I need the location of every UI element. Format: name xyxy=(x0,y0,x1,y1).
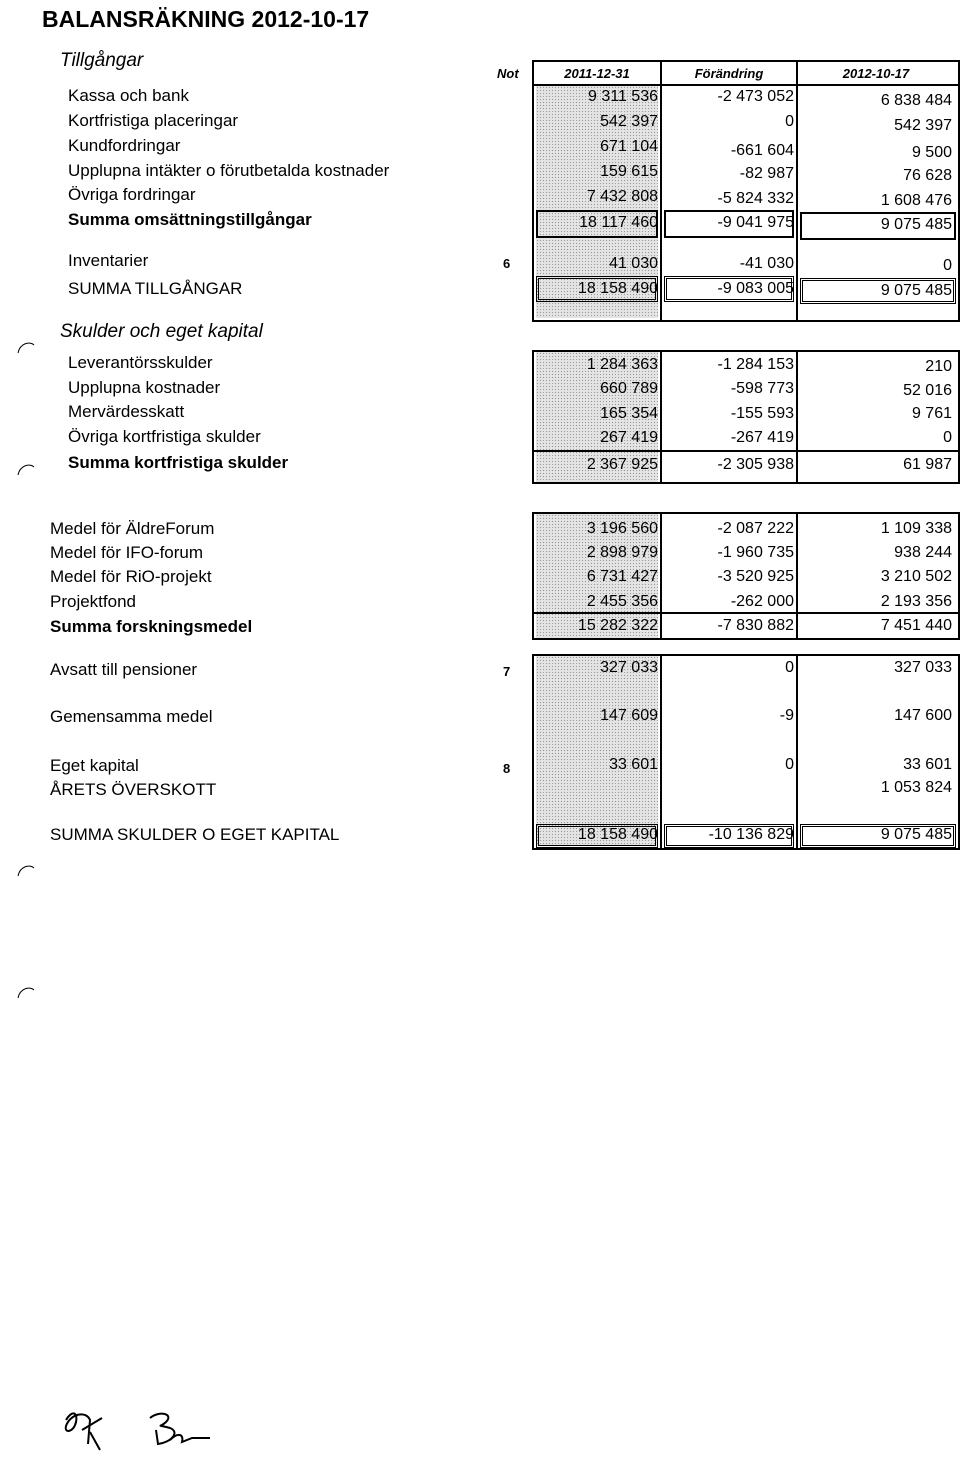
common-funds-curr: 147 600 xyxy=(894,707,952,724)
pensions-curr: 327 033 xyxy=(894,659,952,676)
liability-prev: 267 419 xyxy=(600,429,658,446)
research-prev: 6 731 427 xyxy=(586,568,658,585)
asset-label: Kassa och bank xyxy=(68,86,189,105)
liability-subtotal-curr: 61 987 xyxy=(903,456,952,473)
pensions-label: Avsatt till pensioner xyxy=(50,660,198,679)
total-liabilities-prev: 18 158 490 xyxy=(577,826,658,843)
asset-change: 0 xyxy=(785,113,794,130)
column-divider xyxy=(796,350,798,484)
asset-subtotal-prev: 18 117 460 xyxy=(579,214,658,231)
asset-prev: 9 311 536 xyxy=(588,88,658,105)
liabilities-heading: Skulder och eget kapital xyxy=(60,321,263,342)
liability-label: Mervärdesskatt xyxy=(68,402,185,421)
note-column-header: Not xyxy=(497,66,519,81)
current-date-header: 2012-10-17 xyxy=(842,66,910,81)
column-divider xyxy=(796,654,798,850)
inventory-note: 6 xyxy=(503,256,511,271)
liability-prev: 165 354 xyxy=(600,405,658,422)
liability-subtotal-prev: 2 367 925 xyxy=(586,456,658,473)
liability-label: Upplupna kostnader xyxy=(68,378,221,397)
asset-prev: 159 615 xyxy=(600,163,658,180)
assets-heading: Tillgångar xyxy=(60,50,144,71)
asset-change: -82 987 xyxy=(739,165,794,182)
asset-curr: 76 628 xyxy=(903,167,952,184)
surplus-label: ÅRETS ÖVERSKOTT xyxy=(50,780,217,799)
liability-prev: 1 284 363 xyxy=(586,356,658,373)
research-curr: 2 193 356 xyxy=(880,593,952,610)
surplus-curr: 1 053 824 xyxy=(880,779,952,796)
inventory-curr: 0 xyxy=(943,257,952,274)
research-change: -1 960 735 xyxy=(717,544,794,561)
liability-prev: 660 789 xyxy=(600,380,658,397)
equity-change: 0 xyxy=(785,756,794,773)
liability-change: -267 419 xyxy=(730,429,794,446)
asset-curr: 6 838 484 xyxy=(880,92,952,109)
asset-change: -661 604 xyxy=(730,142,794,159)
research-subtotal-change: -7 830 882 xyxy=(717,617,794,634)
column-divider-2 xyxy=(796,60,798,322)
prev-year-header: 2011-12-31 xyxy=(564,66,630,81)
equity-note: 8 xyxy=(503,761,511,776)
total-assets-change: -9 083 005 xyxy=(717,280,794,297)
liability-curr: 9 761 xyxy=(911,405,952,422)
research-prev: 2 898 979 xyxy=(586,544,658,561)
total-liabilities-label: SUMMA SKULDER O EGET KAPITAL xyxy=(50,825,340,844)
equity-prev: 33 601 xyxy=(609,756,658,773)
liability-curr: 0 xyxy=(943,429,952,446)
research-label: Medel för RiO-projekt xyxy=(50,567,212,586)
research-curr: 1 109 338 xyxy=(880,520,952,537)
research-change: -2 087 222 xyxy=(717,520,794,537)
liability-change: -1 284 153 xyxy=(717,356,794,373)
asset-subtotal-change: -9 041 975 xyxy=(717,214,794,231)
inventory-label: Inventarier xyxy=(68,251,149,270)
asset-curr: 9 500 xyxy=(911,144,952,161)
research-curr: 3 210 502 xyxy=(880,568,952,585)
asset-prev: 671 104 xyxy=(600,138,658,155)
asset-label: Kundfordringar xyxy=(68,136,181,155)
pensions-change: 0 xyxy=(785,659,794,676)
liability-curr: 210 xyxy=(925,358,952,375)
total-liabilities-change: -10 136 829 xyxy=(708,826,794,843)
asset-change: -2 473 052 xyxy=(717,88,794,105)
total-assets-curr: 9 075 485 xyxy=(880,282,952,299)
change-header: Förändring xyxy=(694,66,764,81)
punch-hole-mark xyxy=(16,462,36,476)
research-subtotal-prev: 15 282 322 xyxy=(577,617,658,634)
liability-label: Leverantörsskulder xyxy=(68,353,213,372)
liability-label: Övriga kortfristiga skulder xyxy=(68,427,261,446)
research-subtotal-curr: 7 451 440 xyxy=(880,617,952,634)
inventory-change: -41 030 xyxy=(739,255,794,272)
asset-subtotal-label: Summa omsättningstillgångar xyxy=(68,210,312,229)
pensions-note: 7 xyxy=(503,664,511,679)
asset-curr: 542 397 xyxy=(894,117,952,134)
liability-subtotal-change: -2 305 938 xyxy=(717,456,794,473)
asset-subtotal-curr: 9 075 485 xyxy=(880,216,952,233)
punch-hole-mark xyxy=(16,340,36,354)
asset-prev: 7 432 808 xyxy=(586,188,658,205)
equity-table-frame xyxy=(532,654,960,850)
page-title: BALANSRÄKNING 2012-10-17 xyxy=(42,6,370,32)
asset-label: Upplupna intäkter o förutbetalda kostnader xyxy=(68,161,390,180)
asset-label: Kortfristiga placeringar xyxy=(68,111,239,130)
research-prev: 3 196 560 xyxy=(586,520,658,537)
research-subtotal-label: Summa forskningsmedel xyxy=(50,617,253,636)
handwritten-signature xyxy=(60,1400,230,1460)
liability-subtotal-label: Summa kortfristiga skulder xyxy=(68,453,289,472)
research-curr: 938 244 xyxy=(894,544,952,561)
pensions-prev: 327 033 xyxy=(600,659,658,676)
equity-curr: 33 601 xyxy=(903,756,952,773)
asset-change: -5 824 332 xyxy=(717,190,794,207)
inventory-prev: 41 030 xyxy=(609,255,658,272)
punch-hole-mark xyxy=(16,863,36,877)
equity-label: Eget kapital xyxy=(50,756,139,775)
asset-prev: 542 397 xyxy=(600,113,658,130)
subtotal-divider xyxy=(532,450,960,452)
column-divider xyxy=(660,654,662,850)
asset-curr: 1 608 476 xyxy=(880,192,952,209)
asset-label: Övriga fordringar xyxy=(68,185,196,204)
research-label: Medel för IFO-forum xyxy=(50,543,204,562)
common-funds-change: -9 xyxy=(779,707,794,724)
research-change: -3 520 925 xyxy=(717,568,794,585)
total-assets-label: SUMMA TILLGÅNGAR xyxy=(68,279,243,298)
research-prev: 2 455 356 xyxy=(586,593,658,610)
liability-change: -598 773 xyxy=(730,380,794,397)
column-divider xyxy=(660,512,662,640)
total-assets-prev: 18 158 490 xyxy=(577,280,658,297)
total-liabilities-curr: 9 075 485 xyxy=(880,826,952,843)
research-change: -262 000 xyxy=(730,593,794,610)
column-divider-1 xyxy=(660,60,662,322)
research-label: Projektfond xyxy=(50,592,136,611)
column-divider xyxy=(660,350,662,484)
common-funds-label: Gemensamma medel xyxy=(50,707,213,726)
liability-change: -155 593 xyxy=(730,405,794,422)
liability-curr: 52 016 xyxy=(903,382,952,399)
research-label: Medel för ÄldreForum xyxy=(50,519,215,538)
punch-hole-mark xyxy=(16,985,36,999)
common-funds-prev: 147 609 xyxy=(600,707,658,724)
column-divider xyxy=(796,512,798,640)
subtotal-divider xyxy=(532,612,960,614)
